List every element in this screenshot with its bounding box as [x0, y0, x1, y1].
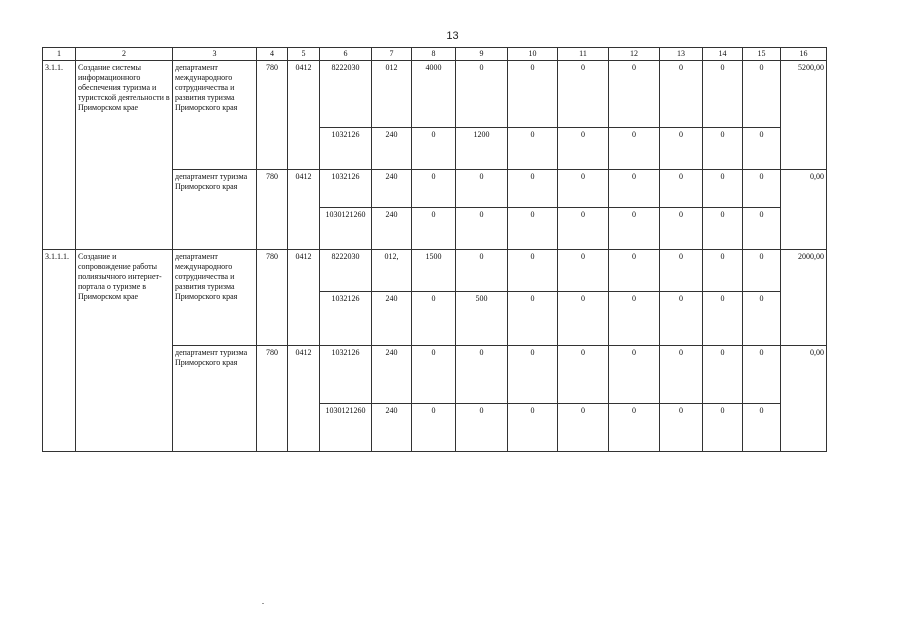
cell-c13: 0 [660, 404, 703, 452]
header-cell: 7 [372, 48, 412, 61]
cell-c6: 1030121260 [320, 404, 372, 452]
cell-c11: 0 [558, 292, 609, 346]
cell-c12: 0 [609, 250, 660, 292]
cell-c10: 0 [508, 292, 558, 346]
cell-c4: 780 [257, 250, 288, 346]
cell-c13: 0 [660, 170, 703, 208]
cell-c5: 0412 [288, 61, 320, 170]
cell-c11: 0 [558, 128, 609, 170]
cell-c8: 0 [412, 404, 456, 452]
cell-total: 0,00 [781, 346, 827, 452]
cell-c13: 0 [660, 292, 703, 346]
cell-c7: 240 [372, 170, 412, 208]
cell-c12: 0 [609, 208, 660, 250]
cell-c7: 240 [372, 346, 412, 404]
cell-c8: 1500 [412, 250, 456, 292]
dept-name: департамент международного сотрудничества и развития туризма Приморского края [173, 250, 257, 346]
cell-c8: 0 [412, 128, 456, 170]
table-row [43, 61, 827, 128]
cell-total: 0,00 [781, 170, 827, 250]
cell-c14: 0 [703, 346, 743, 404]
cell-c10: 0 [508, 170, 558, 208]
header-cell: 4 [257, 48, 288, 61]
cell-c8: 0 [412, 292, 456, 346]
cell-c13: 0 [660, 61, 703, 128]
cell-c12: 0 [609, 404, 660, 452]
cell-c13: 0 [660, 250, 703, 292]
header-cell: 13 [660, 48, 703, 61]
cell-c11: 0 [558, 208, 609, 250]
header-cell: 6 [320, 48, 372, 61]
cell-c13: 0 [660, 346, 703, 404]
cell-c6: 1030121260 [320, 208, 372, 250]
cell-c11: 0 [558, 170, 609, 208]
cell-c14: 0 [703, 128, 743, 170]
cell-c9: 0 [456, 250, 508, 292]
header-cell: 8 [412, 48, 456, 61]
cell-c10: 0 [508, 208, 558, 250]
header-cell: 5 [288, 48, 320, 61]
cell-c14: 0 [703, 292, 743, 346]
header-cell: 9 [456, 48, 508, 61]
cell-c10: 0 [508, 404, 558, 452]
cell-c15: 0 [743, 292, 781, 346]
cell-c10: 0 [508, 250, 558, 292]
cell-c7: 240 [372, 128, 412, 170]
cell-c5: 0412 [288, 346, 320, 452]
cell-c9: 0 [456, 404, 508, 452]
budget-table [42, 47, 827, 452]
row-name: Создание системы информационного обеспечения туризма и туристской деятельности в Приморском крае [76, 61, 173, 250]
cell-c10: 0 [508, 128, 558, 170]
cell-c8: 0 [412, 346, 456, 404]
cell-c14: 0 [703, 404, 743, 452]
row-name: Создание и сопровождение работы полиязычного интернет-портала о туризме в Приморском крае [76, 250, 173, 452]
cell-c15: 0 [743, 346, 781, 404]
header-cell: 10 [508, 48, 558, 61]
cell-c7: 240 [372, 292, 412, 346]
header-cell: 11 [558, 48, 609, 61]
cell-c9: 0 [456, 61, 508, 128]
cell-c8: 4000 [412, 61, 456, 128]
cell-c9: 1200 [456, 128, 508, 170]
header-cell: 16 [781, 48, 827, 61]
cell-c12: 0 [609, 292, 660, 346]
cell-c13: 0 [660, 208, 703, 250]
cell-c9: 500 [456, 292, 508, 346]
cell-c6: 8222030 [320, 250, 372, 292]
cell-c7: 012 [372, 61, 412, 128]
table-row [43, 250, 827, 292]
cell-c15: 0 [743, 208, 781, 250]
cell-c15: 0 [743, 128, 781, 170]
header-cell: 12 [609, 48, 660, 61]
cell-c7: 012, [372, 250, 412, 292]
header-cell: 1 [43, 48, 76, 61]
cell-c13: 0 [660, 128, 703, 170]
cell-c11: 0 [558, 61, 609, 128]
cell-c10: 0 [508, 346, 558, 404]
cell-c12: 0 [609, 128, 660, 170]
cell-total: 2000,00 [781, 250, 827, 346]
cell-c6: 1032126 [320, 292, 372, 346]
cell-c9: 0 [456, 170, 508, 208]
header-cell: 3 [173, 48, 257, 61]
cell-c6: 1032126 [320, 346, 372, 404]
cell-c8: 0 [412, 170, 456, 208]
cell-c11: 0 [558, 404, 609, 452]
dept-name: департамент туризма Приморского края [173, 346, 257, 452]
header-cell: 2 [76, 48, 173, 61]
cell-c6: 1032126 [320, 170, 372, 208]
header-cell: 15 [743, 48, 781, 61]
cell-c7: 240 [372, 208, 412, 250]
cell-c15: 0 [743, 250, 781, 292]
dept-name: департамент туризма Приморского края [173, 170, 257, 250]
cell-c15: 0 [743, 61, 781, 128]
cell-c5: 0412 [288, 170, 320, 250]
cell-c10: 0 [508, 61, 558, 128]
cell-c14: 0 [703, 208, 743, 250]
page-number: 13 [446, 30, 459, 42]
cell-c6: 1032126 [320, 128, 372, 170]
cell-c15: 0 [743, 404, 781, 452]
cell-c9: 0 [456, 208, 508, 250]
cell-c7: 240 [372, 404, 412, 452]
row-code: 3.1.1. [43, 61, 76, 250]
cell-c14: 0 [703, 250, 743, 292]
cell-c4: 780 [257, 170, 288, 250]
cell-c11: 0 [558, 346, 609, 404]
cell-c9: 0 [456, 346, 508, 404]
scan-artifact [262, 603, 264, 604]
cell-total: 5200,00 [781, 61, 827, 170]
cell-c14: 0 [703, 170, 743, 208]
cell-c6: 8222030 [320, 61, 372, 128]
dept-name: департамент международного сотрудничества и развития туризма Приморского края [173, 61, 257, 170]
row-code: 3.1.1.1. [43, 250, 76, 452]
cell-c15: 0 [743, 170, 781, 208]
header-row [43, 48, 827, 61]
cell-c11: 0 [558, 250, 609, 292]
cell-c12: 0 [609, 170, 660, 208]
cell-c12: 0 [609, 61, 660, 128]
cell-c5: 0412 [288, 250, 320, 346]
cell-c8: 0 [412, 208, 456, 250]
cell-c4: 780 [257, 61, 288, 170]
cell-c14: 0 [703, 61, 743, 128]
cell-c12: 0 [609, 346, 660, 404]
header-cell: 14 [703, 48, 743, 61]
cell-c4: 780 [257, 346, 288, 452]
